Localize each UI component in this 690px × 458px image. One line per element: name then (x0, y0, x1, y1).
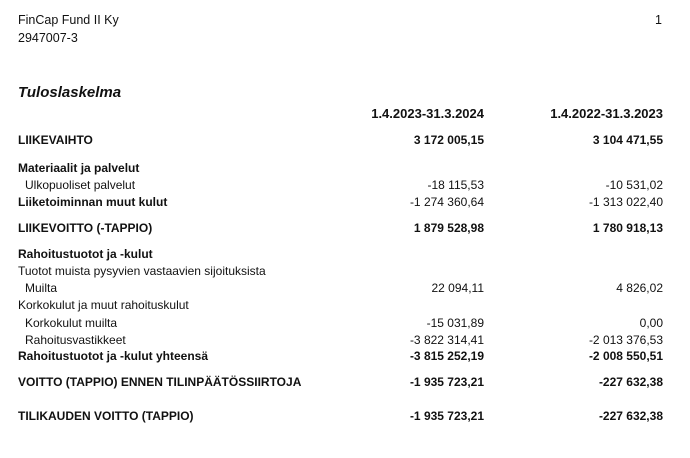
table-row (0, 332, 690, 348)
value-current: 1 879 528,98 (413, 221, 484, 235)
table-row (0, 408, 690, 424)
statement-title: Tuloslaskelma (18, 84, 122, 101)
row-label: Ulkopuoliset palvelut (25, 178, 136, 192)
table-row (0, 263, 690, 279)
row-label: Korkokulut ja muut rahoituskulut (18, 298, 189, 312)
value-previous: -2 013 376,53 (588, 333, 663, 347)
period-previous-header: 1.4.2022-31.3.2023 (550, 106, 663, 121)
row-label: LIIKEVAIHTO (18, 133, 93, 147)
row-label: Tuotot muista pysyvien vastaavien sijoituksista (18, 264, 266, 278)
row-label: Rahoitusvastikkeet (25, 333, 126, 347)
row-label: TILIKAUDEN VOITTO (TAPPIO) (18, 409, 194, 423)
value-previous: 1 780 918,13 (592, 221, 663, 235)
row-label: Rahoitustuotot ja -kulut yhteensä (18, 349, 209, 363)
row-label: VOITTO (TAPPIO) ENNEN TILINPÄÄTÖSSIIRTOJA (18, 375, 302, 389)
period-current-header: 1.4.2023-31.3.2024 (371, 106, 484, 121)
value-current: -3 822 314,41 (409, 333, 484, 347)
table-row (0, 194, 690, 210)
value-previous: 3 104 471,55 (592, 133, 663, 147)
table-row (0, 132, 690, 148)
table-row (0, 280, 690, 296)
value-previous: -10 531,02 (605, 178, 663, 192)
value-previous: -227 632,38 (598, 375, 663, 389)
table-row (0, 374, 690, 390)
value-current: 22 094,11 (431, 281, 484, 295)
row-label: Muilta (25, 281, 58, 295)
value-current: -1 935 723,21 (409, 375, 484, 389)
value-current: -18 115,53 (427, 178, 484, 192)
table-row (0, 246, 690, 262)
value-current: 3 172 005,15 (413, 133, 484, 147)
company-name: FinCap Fund II Ky (18, 13, 119, 27)
table-row (0, 160, 690, 176)
row-label: Liiketoiminnan muut kulut (18, 195, 168, 209)
value-previous: 4 826,02 (616, 281, 663, 295)
page-number: 1 (655, 13, 662, 27)
value-current: -1 935 723,21 (409, 409, 484, 423)
value-current: -1 274 360,64 (409, 195, 484, 209)
value-previous: -1 313 022,40 (588, 195, 663, 209)
row-label: LIIKEVOITTO (-TAPPIO) (18, 221, 153, 235)
row-label: Korkokulut muilta (25, 316, 118, 330)
row-label: Materiaalit ja palvelut (18, 161, 140, 175)
table-row (0, 297, 690, 313)
value-previous: 0,00 (639, 316, 663, 330)
value-current: -15 031,89 (426, 316, 484, 330)
table-row (0, 315, 690, 331)
value-previous: -2 008 550,51 (588, 349, 663, 363)
business-id: 2947007-3 (18, 31, 78, 45)
value-previous: -227 632,38 (598, 409, 663, 423)
value-current: -3 815 252,19 (409, 349, 484, 363)
row-label: Rahoitustuotot ja -kulut (18, 247, 153, 261)
table-row (0, 220, 690, 236)
table-row (0, 177, 690, 193)
table-row (0, 348, 690, 364)
